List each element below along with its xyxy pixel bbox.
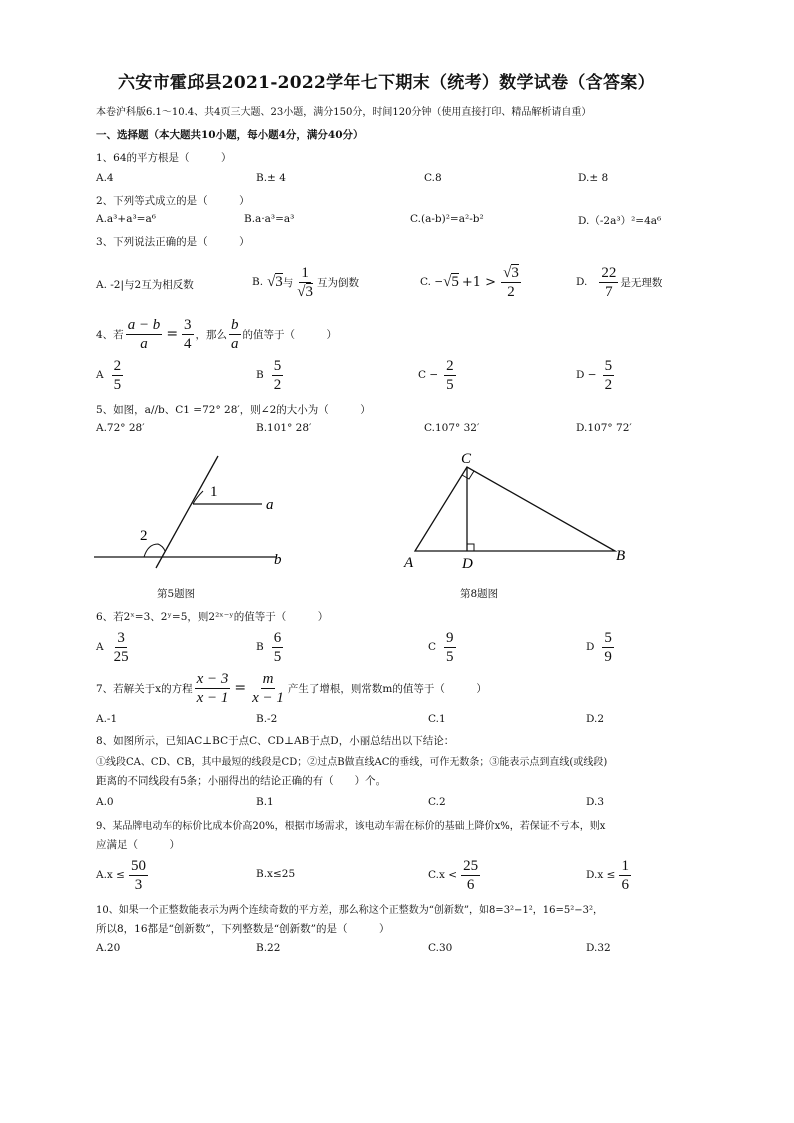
page-title: 六安市霍邱县2021-2022学年七下期末（统考）数学试卷（含答案） (118, 73, 655, 93)
q8-line-3: 距离的不同线段有5条；小丽得出的结论正确的有（ ）个。 (96, 775, 387, 787)
q4-option-c: C − $\frac{2}{5}$ (418, 357, 454, 393)
q1-option-a: A.4 (96, 172, 114, 184)
q10-option-d: D.32 (586, 942, 611, 954)
q3-b-mid: 与 (282, 276, 294, 289)
fraction-22-over-7: $\frac{22}{7}$ (601, 264, 617, 300)
q4-mid: ，那么 (195, 328, 228, 341)
label-angle-2: 2 (140, 528, 148, 544)
q4-suffix: 的值等于（ ） (242, 328, 338, 341)
q3-option-c (420, 262, 523, 302)
section-heading: 一、选择题（本大题共10小题，每小题4分，满分40分） (96, 129, 364, 141)
q1-option-d: D.± 8 (578, 172, 609, 184)
right-angle-mark-d (467, 544, 474, 551)
q1-stem: 1、64的平方根是（ ） (96, 152, 232, 164)
q3-c-mid: +1 > (461, 274, 497, 290)
q3-option-d (576, 262, 662, 302)
sqrt5-term: √5 (443, 273, 459, 290)
q3-c-prefix: C. − (420, 276, 444, 288)
label-c: C (461, 451, 472, 467)
fraction-3-over-4: $\frac{3}{4}$ (184, 316, 192, 352)
sqrt3-term: √3 (267, 273, 283, 290)
q10-option-b: B.22 (256, 942, 281, 954)
q7-prefix: 7、若解关于x的方程 (96, 682, 193, 695)
q9-option-d: D.x ≤ $\frac{1}{6}$ (586, 857, 629, 893)
q9-option-a: A.x ≤ $\frac{50}{3}$ (96, 857, 146, 893)
figure-5-parallel-lines (90, 448, 300, 578)
q10-option-c: C.30 (428, 942, 453, 954)
label-a: A (404, 555, 414, 571)
q5-option-c: C.107° 32′ (424, 422, 480, 434)
q8-option-c: C.2 (428, 796, 446, 808)
label-b: B (616, 548, 626, 564)
q10-line-1: 10、如果一个正整数能表示为两个连续奇数的平方差，那么称这个正整数为“创新数”，如8=3²−1²，16=5²−3²， (96, 905, 604, 916)
q7-option-b: B.-2 (256, 713, 278, 725)
q10-line-2: 所以8，16都是“创新数”，下列整数是“创新数”的是（ ） (96, 923, 390, 935)
q1-option-b: B.± 4 (256, 172, 286, 184)
q4-option-d: D − $\frac{5}{2}$ (576, 357, 613, 393)
equals-sign: = (234, 680, 247, 696)
q5-option-a: A.72° 28′ (96, 422, 145, 434)
q3-b-post: 互为倒数 (317, 276, 360, 289)
q3-d-post: 是无理数 (620, 276, 663, 289)
fraction-m-over-x-minus-1: $\frac{m}{x - 1}$ (252, 670, 284, 706)
q3-option-b (252, 262, 359, 302)
triangle-abc (415, 467, 615, 551)
q8-line-2: ①线段CA、CD、CB，其中最短的线段是CD；②过点B做直线AC的垂线，可作无数条；③能表示点到直线(或线段) (96, 757, 608, 768)
q6-option-d: D $\frac{5}{9}$ (586, 629, 612, 665)
label-a: a (266, 497, 274, 513)
q3-option-a: A. -2|与2互为相反数 (96, 279, 194, 291)
q7-option-d: D.2 (586, 713, 605, 725)
fraction-sqrt3-over-2: $\frac{√3}{2}$ (503, 264, 519, 300)
q2-option-c: C.(a-b)²=a²-b² (410, 213, 484, 225)
q4-option-b: B $\frac{5}{2}$ (256, 357, 282, 393)
q7-stem (96, 667, 487, 709)
q3-stem: 3、下列说法正确的是（ ） (96, 236, 250, 248)
q2-option-b: B.a·a³=a³ (244, 213, 295, 225)
q9-line-2: 应满足（ ） (96, 839, 180, 851)
figure-5-caption: 第5题图 (157, 588, 196, 600)
transversal-line (156, 456, 218, 568)
fraction-b-over-a: $\frac{b}{a}$ (231, 316, 239, 352)
q4-stem (96, 313, 337, 355)
fraction-x-minus-3-over-x-minus-1: $\frac{x - 3}{x - 1}$ (196, 670, 229, 706)
label-d: D (462, 556, 473, 572)
q2-stem: 2、下列等式成立的是（ ） (96, 195, 250, 207)
q9-line-1: 9、某品牌电动车的标价比成本价高20%，根据市场需求，该电动车需在标价的基础上降价x%，若保证不亏本，则x (96, 821, 606, 832)
q2-option-a: A.a³+a³=a⁶ (96, 213, 156, 225)
fraction-1-over-sqrt3: $\frac{1}{√3}$ (297, 264, 314, 300)
fraction-a-minus-b-over-a: $\frac{a - b}{a}$ (127, 316, 161, 352)
q2-option-d: D.（-2a³）²=4a⁶ (578, 215, 662, 227)
q8-line-1: 8、如图所示，已知AC⊥BC于点C、CD⊥AB于点D，小丽总结出以下结论： (96, 735, 455, 747)
q9-option-c: C.x < $\frac{25}{6}$ (428, 857, 479, 893)
q3-d-prefix: D. (576, 276, 588, 288)
q6-option-c: C $\frac{9}{5}$ (428, 629, 454, 665)
q4-prefix: 4、若 (96, 328, 124, 341)
q10-option-a: A.20 (96, 942, 121, 954)
q6-option-a: A $\frac{3}{25}$ (96, 629, 129, 665)
q5-option-b: B.101° 28′ (256, 422, 312, 434)
equals-sign: = (166, 326, 179, 342)
q4-option-a: A $\frac{2}{5}$ (96, 357, 122, 393)
q5-option-d: D.107° 72′ (576, 422, 632, 434)
label-b: b (274, 552, 282, 568)
q8-option-a: A.0 (96, 796, 114, 808)
q1-option-c: C.8 (424, 172, 442, 184)
q7-suffix: 产生了增根，则常数m的值等于（ ） (287, 682, 487, 695)
figure-8-caption: 第8题图 (460, 588, 499, 600)
q7-option-c: C.1 (428, 713, 446, 725)
intro-text: 本卷沪科版6.1～10.4、共4页三大题、23小题，满分150分，时间120分钟（使用直接打印、精品解析请自重） (96, 107, 592, 118)
q3-b-prefix: B. (252, 276, 264, 288)
q5-stem: 5、如图，a//b、C1 =72° 28′，则∠2的大小为（ ） (96, 404, 371, 416)
q9-option-b: B.x≤25 (256, 868, 296, 880)
q8-option-d: D.3 (586, 796, 605, 808)
q6-option-b: B $\frac{6}{5}$ (256, 629, 282, 665)
label-angle-1: 1 (210, 484, 218, 500)
q6-stem: 6、若2ˣ=3、2ʸ=5，则2²ˣ⁻ʸ的值等于（ ） (96, 611, 329, 623)
figure-8-right-triangle (400, 448, 640, 578)
q7-option-a: A.-1 (96, 713, 118, 725)
angle-2-arc (144, 544, 165, 557)
q8-option-b: B.1 (256, 796, 274, 808)
